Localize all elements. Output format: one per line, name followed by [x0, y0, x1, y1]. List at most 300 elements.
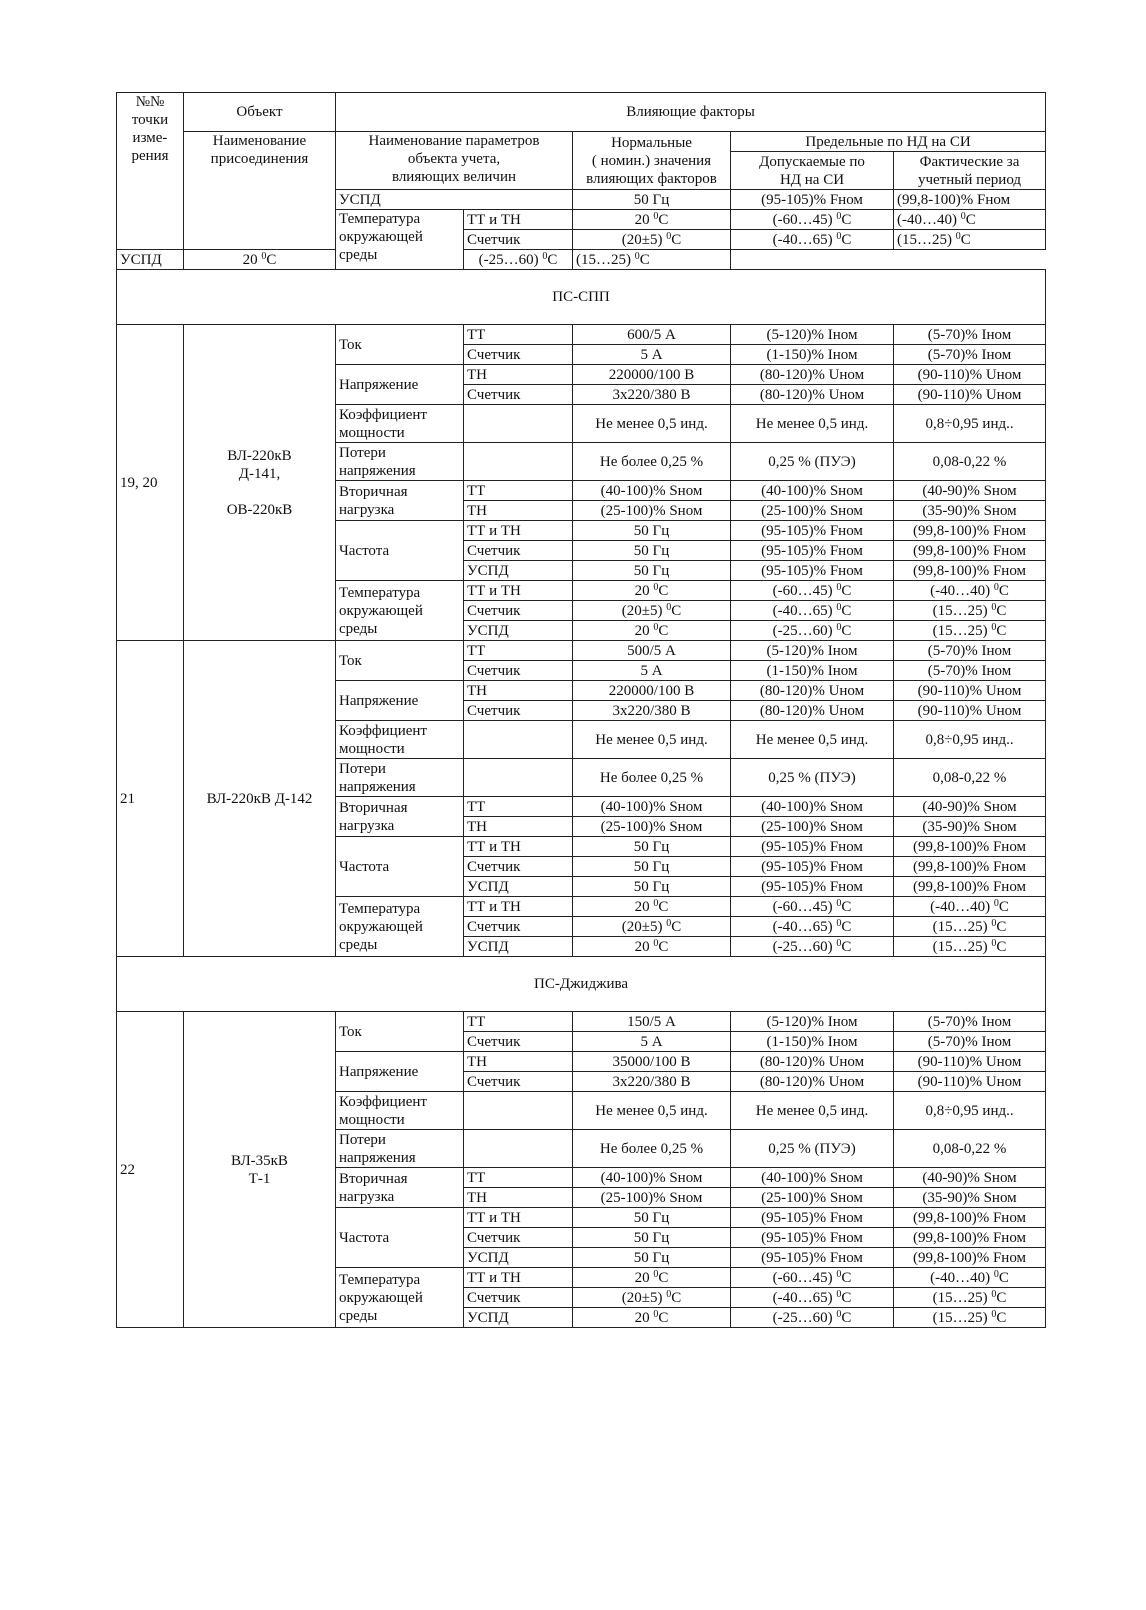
degree-sign: 0	[991, 917, 997, 929]
header-actual	[894, 152, 1046, 190]
param-cell-line: окружающей	[339, 918, 423, 935]
device-cell: ТН	[464, 501, 573, 521]
device-cell: УСПД	[464, 621, 573, 641]
degree-sign: 0	[653, 1308, 659, 1320]
actual-cell: (99,8-100)% Fном	[894, 877, 1046, 897]
param-cell	[336, 443, 464, 481]
actual-cell: (99,8-100)% Fном	[894, 541, 1046, 561]
normal-cell: (40-100)% Sном	[573, 481, 731, 501]
actual-cell: (90-110)% Uном	[894, 365, 1046, 385]
device-cell: УСПД	[336, 190, 573, 210]
normal-cell: (20±5) $^0$C	[573, 230, 731, 250]
degree-sign: 0	[666, 1288, 672, 1300]
normal-cell: Не менее 0,5 инд.	[573, 721, 731, 759]
device-cell: Счетчик	[464, 701, 573, 721]
normal-cell: 20 $^0$C	[573, 1308, 731, 1328]
header-point-number-line: изме-	[132, 130, 168, 146]
param-cell-line: Коэффициент	[339, 1093, 427, 1110]
param-cell-line: мощности	[339, 740, 405, 757]
normal-cell: Не более 0,25 %	[573, 759, 731, 797]
header-connection-name-line: присоединения	[210, 151, 309, 167]
allowed-cell: (95-105)% Fном	[731, 1208, 894, 1228]
header-row	[117, 93, 1046, 132]
actual-cell: 0,08-0,22 %	[894, 443, 1046, 481]
allowed-cell: (5-120)% Iном	[731, 641, 894, 661]
param-cell	[336, 581, 464, 641]
param-cell-line: Потери	[339, 444, 386, 461]
actual-cell: (99,8-100)% Fном	[894, 1248, 1046, 1268]
device-cell: УСПД	[464, 877, 573, 897]
normal-cell: 150/5 А	[573, 1012, 731, 1032]
actual-cell: (5-70)% Iном	[894, 325, 1046, 345]
device-cell: УСПД	[464, 1308, 573, 1328]
device-cell: Счетчик	[464, 601, 573, 621]
device-cell: Счетчик	[464, 661, 573, 681]
param-cell-line: Температура	[339, 900, 421, 917]
header-sample-row	[117, 250, 1046, 270]
actual-cell: (15…25) $^0$C	[894, 1308, 1046, 1328]
degree-sign: 0	[261, 250, 267, 262]
actual-cell: (15…25) $^0$C	[573, 250, 731, 270]
allowed-cell: (-40…65) $^0$C	[731, 917, 894, 937]
normal-cell: 20 $^0$C	[573, 621, 731, 641]
device-cell: Счетчик	[464, 345, 573, 365]
param-cell: Ток	[336, 641, 464, 681]
allowed-cell: (-40…65) $^0$C	[731, 1288, 894, 1308]
actual-cell: (40-90)% Sном	[894, 797, 1046, 817]
measurement-row	[117, 641, 1046, 661]
actual-cell: (90-110)% Uном	[894, 1052, 1046, 1072]
connection-name	[184, 325, 336, 641]
device-cell	[464, 443, 573, 481]
param-cell-line: Температура	[339, 211, 421, 227]
param-cell-line: Температура	[339, 1271, 421, 1288]
actual-cell: (90-110)% Uном	[894, 701, 1046, 721]
device-cell: ТТ	[464, 325, 573, 345]
header-param-name-line: объекта учета,	[407, 151, 501, 167]
actual-cell: (99,8-100)% Fном	[894, 521, 1046, 541]
device-cell: ТТ и ТН	[464, 1208, 573, 1228]
allowed-cell: (95-105)% Fном	[731, 561, 894, 581]
degree-sign: 0	[836, 581, 842, 593]
allowed-cell: (40-100)% Sном	[731, 1168, 894, 1188]
allowed-cell: (80-120)% Uном	[731, 701, 894, 721]
param-cell-line: нагрузка	[339, 817, 395, 834]
device-cell: ТТ	[464, 641, 573, 661]
header-normal-values-line: влияющих факторов	[586, 170, 717, 187]
device-cell: Счетчик	[464, 1288, 573, 1308]
param-cell	[336, 1130, 464, 1168]
device-cell: ТТ и ТН	[464, 210, 573, 230]
degree-sign: 0	[653, 581, 659, 593]
degree-sign: 0	[653, 1268, 659, 1280]
degree-sign: 0	[991, 1308, 997, 1320]
actual-cell: (90-110)% Uном	[894, 681, 1046, 701]
degree-sign: 0	[666, 230, 672, 242]
allowed-cell: (-25…60) $^0$C	[464, 250, 573, 270]
normal-cell: 220000/100 В	[573, 681, 731, 701]
param-cell-line: окружающей	[339, 229, 423, 245]
allowed-cell: (25-100)% Sном	[731, 501, 894, 521]
allowed-cell: (95-105)% Fном	[731, 837, 894, 857]
normal-cell: Не более 0,25 %	[573, 1130, 731, 1168]
point-number: 21	[117, 641, 184, 957]
degree-sign: 0	[634, 250, 640, 262]
allowed-cell: 0,25 % (ПУЭ)	[731, 759, 894, 797]
device-cell: Счетчик	[464, 1072, 573, 1092]
actual-cell: 0,8÷0,95 инд..	[894, 405, 1046, 443]
header-point-number-line: №№	[135, 94, 165, 110]
actual-cell: (15…25) $^0$C	[894, 917, 1046, 937]
device-cell: Счетчик	[464, 541, 573, 561]
header-point-number-line: рения	[131, 148, 169, 164]
normal-cell: (25-100)% Sном	[573, 501, 731, 521]
header-allowed	[731, 152, 894, 190]
param-cell: Напряжение	[336, 1052, 464, 1092]
param-cell-line: среды	[339, 620, 378, 637]
param-cell-line: Коэффициент	[339, 406, 427, 423]
device-cell: Счетчик	[464, 1228, 573, 1248]
header-param-name	[336, 132, 573, 190]
device-cell	[464, 1130, 573, 1168]
allowed-cell: (95-105)% Fном	[731, 190, 894, 210]
device-cell: ТН	[464, 1052, 573, 1072]
param-cell	[336, 1268, 464, 1328]
degree-sign: 0	[991, 621, 997, 633]
actual-cell: (-40…40) $^0$C	[894, 897, 1046, 917]
actual-cell: (5-70)% Iном	[894, 661, 1046, 681]
device-cell: ТТ и ТН	[464, 521, 573, 541]
param-cell-line: напряжения	[339, 1149, 416, 1166]
actual-cell: (90-110)% Uном	[894, 385, 1046, 405]
actual-cell: (99,8-100)% Fном	[894, 1208, 1046, 1228]
param-cell: Ток	[336, 1012, 464, 1052]
normal-cell: 3х220/380 В	[573, 385, 731, 405]
param-cell	[336, 721, 464, 759]
actual-cell: (99,8-100)% Fном	[894, 1228, 1046, 1248]
device-cell	[464, 405, 573, 443]
normal-cell: 5 А	[573, 661, 731, 681]
allowed-cell: (25-100)% Sном	[731, 1188, 894, 1208]
allowed-cell: (80-120)% Uном	[731, 365, 894, 385]
section-title: ПС-Джиджива	[117, 957, 1046, 1012]
param-cell-line: Вторичная	[339, 1170, 408, 1187]
allowed-cell: (95-105)% Fном	[731, 1248, 894, 1268]
param-cell	[336, 797, 464, 837]
param-cell: Напряжение	[336, 365, 464, 405]
normal-cell: 50 Гц	[573, 1208, 731, 1228]
param-cell: Ток	[336, 325, 464, 365]
normal-cell: 20 $^0$C	[573, 1268, 731, 1288]
actual-cell: (35-90)% Sном	[894, 817, 1046, 837]
degree-sign: 0	[836, 1308, 842, 1320]
connection-name-line: ВЛ-220кВ	[227, 447, 292, 464]
degree-sign: 0	[955, 230, 961, 242]
allowed-cell: (-25…60) $^0$C	[731, 1308, 894, 1328]
degree-sign: 0	[993, 897, 999, 909]
param-cell	[336, 405, 464, 443]
degree-sign: 0	[836, 1288, 842, 1300]
degree-sign: 0	[993, 1268, 999, 1280]
device-cell: Счетчик	[464, 857, 573, 877]
allowed-cell: (95-105)% Fном	[731, 1228, 894, 1248]
degree-sign: 0	[991, 601, 997, 613]
actual-cell: 0,8÷0,95 инд..	[894, 721, 1046, 759]
allowed-cell: (80-120)% Uном	[731, 681, 894, 701]
allowed-cell: (95-105)% Fном	[731, 877, 894, 897]
degree-sign: 0	[836, 897, 842, 909]
normal-cell: 500/5 А	[573, 641, 731, 661]
allowed-cell: (40-100)% Sном	[731, 481, 894, 501]
param-cell: Частота	[336, 1208, 464, 1268]
actual-cell: (40-90)% Sном	[894, 1168, 1046, 1188]
device-cell: ТТ	[464, 1012, 573, 1032]
normal-cell: Не менее 0,5 инд.	[573, 1092, 731, 1130]
header-normal-values-line: Нормальные	[611, 134, 692, 151]
degree-sign: 0	[653, 937, 659, 949]
allowed-cell: (-25…60) $^0$C	[731, 621, 894, 641]
degree-sign: 0	[836, 210, 842, 222]
param-cell: Частота	[336, 837, 464, 897]
header-point-number	[117, 93, 184, 250]
degree-sign: 0	[542, 250, 548, 262]
actual-cell: (15…25) $^0$C	[894, 230, 1046, 250]
param-cell	[336, 759, 464, 797]
param-cell-line: Потери	[339, 760, 386, 777]
allowed-cell: Не менее 0,5 инд.	[731, 1092, 894, 1130]
device-cell: УСПД	[464, 937, 573, 957]
normal-cell: 20 $^0$C	[184, 250, 336, 270]
param-cell: Частота	[336, 521, 464, 581]
normal-cell: (20±5) $^0$C	[573, 917, 731, 937]
header-actual-line: Фактические за	[919, 153, 1020, 170]
normal-cell: 3х220/380 В	[573, 701, 731, 721]
actual-cell: (99,8-100)% Fном	[894, 561, 1046, 581]
allowed-cell: (5-120)% Iном	[731, 325, 894, 345]
allowed-cell: (-40…65) $^0$C	[731, 601, 894, 621]
normal-cell: 20 $^0$C	[573, 210, 731, 230]
device-cell: Счетчик	[464, 1032, 573, 1052]
degree-sign: 0	[836, 601, 842, 613]
actual-cell: 0,08-0,22 %	[894, 1130, 1046, 1168]
normal-cell: 50 Гц	[573, 190, 731, 210]
param-cell-line: среды	[339, 936, 378, 953]
header-connection-name	[184, 132, 336, 250]
device-cell: ТТ	[464, 481, 573, 501]
actual-cell: (15…25) $^0$C	[894, 621, 1046, 641]
allowed-cell: (40-100)% Sном	[731, 797, 894, 817]
normal-cell: 50 Гц	[573, 877, 731, 897]
allowed-cell: (1-150)% Iном	[731, 1032, 894, 1052]
normal-cell: 35000/100 В	[573, 1052, 731, 1072]
allowed-cell: Не менее 0,5 инд.	[731, 405, 894, 443]
actual-cell: (5-70)% Iном	[894, 641, 1046, 661]
header-actual-line: учетный период	[917, 171, 1022, 188]
param-cell-line: окружающей	[339, 602, 423, 619]
param-cell	[336, 1092, 464, 1130]
param-cell	[336, 1168, 464, 1208]
allowed-cell: (1-150)% Iном	[731, 661, 894, 681]
normal-cell: 50 Гц	[573, 1248, 731, 1268]
param-cell-line: нагрузка	[339, 1188, 395, 1205]
device-cell: ТТ	[464, 797, 573, 817]
influencing-factors-table	[116, 92, 1046, 1328]
param-cell-line: нагрузка	[339, 501, 395, 518]
header-allowed-line: Допускаемые по	[759, 153, 865, 170]
param-cell-line: Потери	[339, 1131, 386, 1148]
header-point-number-line: точки	[131, 112, 169, 128]
device-cell: ТТ и ТН	[464, 1268, 573, 1288]
allowed-cell: (-60…45) $^0$C	[731, 897, 894, 917]
connection-name	[184, 1012, 336, 1328]
device-cell	[464, 1092, 573, 1130]
normal-cell: 5 А	[573, 345, 731, 365]
allowed-cell: (95-105)% Fном	[731, 857, 894, 877]
section-row	[117, 270, 1046, 325]
normal-cell: 20 $^0$C	[573, 581, 731, 601]
actual-cell: 0,08-0,22 %	[894, 759, 1046, 797]
connection-name-line: Д-141,	[238, 465, 281, 482]
device-cell: ТТ и ТН	[464, 837, 573, 857]
allowed-cell: (-40…65) $^0$C	[731, 230, 894, 250]
device-cell: УСПД	[117, 250, 184, 270]
normal-cell: 20 $^0$C	[573, 897, 731, 917]
actual-cell: (5-70)% Iном	[894, 1012, 1046, 1032]
allowed-cell: 0,25 % (ПУЭ)	[731, 443, 894, 481]
header-normal-values-line: ( номин.) значения	[591, 152, 712, 169]
actual-cell: (99,8-100)% Fном	[894, 190, 1046, 210]
param-cell-line: мощности	[339, 1111, 405, 1128]
normal-cell: 50 Гц	[573, 521, 731, 541]
device-cell: ТН	[464, 1188, 573, 1208]
param-cell	[336, 481, 464, 521]
actual-cell: (99,8-100)% Fном	[894, 837, 1046, 857]
header-row	[117, 132, 1046, 152]
normal-cell: (40-100)% Sном	[573, 797, 731, 817]
connection-name-line: ОВ-220кВ	[226, 501, 293, 518]
actual-cell: (35-90)% Sном	[894, 1188, 1046, 1208]
degree-sign: 0	[960, 210, 966, 222]
allowed-cell: (80-120)% Uном	[731, 1072, 894, 1092]
normal-cell: 50 Гц	[573, 561, 731, 581]
device-cell: ТН	[464, 365, 573, 385]
degree-sign: 0	[666, 601, 672, 613]
degree-sign: 0	[653, 897, 659, 909]
degree-sign: 0	[993, 581, 999, 593]
allowed-cell: (25-100)% Sном	[731, 817, 894, 837]
header-limit: Предельные по НД на СИ	[731, 132, 1046, 152]
actual-cell: (99,8-100)% Fном	[894, 857, 1046, 877]
normal-cell: Не менее 0,5 инд.	[573, 405, 731, 443]
section-title: ПС-СПП	[117, 270, 1046, 325]
connection-name-line: Т-1	[248, 1170, 271, 1187]
param-cell-line: мощности	[339, 424, 405, 441]
degree-sign: 0	[836, 1268, 842, 1280]
device-cell: ТТ и ТН	[464, 581, 573, 601]
device-cell	[464, 721, 573, 759]
normal-cell: 50 Гц	[573, 1228, 731, 1248]
actual-cell: (40-90)% Sном	[894, 481, 1046, 501]
device-cell	[464, 759, 573, 797]
normal-cell: (25-100)% Sном	[573, 1188, 731, 1208]
actual-cell: (15…25) $^0$C	[894, 937, 1046, 957]
actual-cell: (90-110)% Uном	[894, 1072, 1046, 1092]
actual-cell: (15…25) $^0$C	[894, 1288, 1046, 1308]
allowed-cell: (-60…45) $^0$C	[731, 581, 894, 601]
param-cell-line: Вторичная	[339, 483, 408, 500]
allowed-cell: (-60…45) $^0$C	[731, 210, 894, 230]
device-cell: Счетчик	[464, 230, 573, 250]
degree-sign: 0	[653, 210, 659, 222]
param-cell-line: среды	[339, 247, 378, 263]
actual-cell: (15…25) $^0$C	[894, 601, 1046, 621]
device-cell: Счетчик	[464, 385, 573, 405]
param-cell	[336, 897, 464, 957]
allowed-cell: (95-105)% Fном	[731, 541, 894, 561]
allowed-cell: (-25…60) $^0$C	[731, 937, 894, 957]
actual-cell: (-40…40) $^0$C	[894, 1268, 1046, 1288]
degree-sign: 0	[991, 937, 997, 949]
normal-cell: 5 А	[573, 1032, 731, 1052]
connection-name-line: ВЛ-35кВ	[231, 1152, 288, 1169]
normal-cell: 50 Гц	[573, 837, 731, 857]
header-param-name-line: влияющих величин	[391, 169, 517, 185]
header-param-name-line: Наименование параметров	[368, 133, 540, 149]
degree-sign: 0	[666, 917, 672, 929]
param-cell-line: Вторичная	[339, 799, 408, 816]
actual-cell: (5-70)% Iном	[894, 345, 1046, 365]
degree-sign: 0	[836, 937, 842, 949]
normal-cell: (25-100)% Sном	[573, 817, 731, 837]
normal-cell: 600/5 А	[573, 325, 731, 345]
normal-cell: 20 $^0$C	[573, 937, 731, 957]
param-cell-line: Температура	[339, 584, 421, 601]
header-normal-values	[573, 132, 731, 190]
allowed-cell: (80-120)% Uном	[731, 1052, 894, 1072]
device-cell: ТН	[464, 817, 573, 837]
actual-cell: 0,8÷0,95 инд..	[894, 1092, 1046, 1130]
param-cell-line: среды	[339, 1307, 378, 1324]
header-connection-name-line: Наименование	[212, 133, 307, 149]
allowed-cell: (5-120)% Iном	[731, 1012, 894, 1032]
allowed-cell: Не менее 0,5 инд.	[731, 721, 894, 759]
point-number: 19, 20	[117, 325, 184, 641]
normal-cell: (20±5) $^0$C	[573, 1288, 731, 1308]
param-cell-line: напряжения	[339, 462, 416, 479]
param-cell-line: Коэффициент	[339, 722, 427, 739]
allowed-cell: (-60…45) $^0$C	[731, 1268, 894, 1288]
degree-sign: 0	[836, 917, 842, 929]
device-cell: ТТ и ТН	[464, 897, 573, 917]
allowed-cell: (95-105)% Fном	[731, 521, 894, 541]
device-cell: Счетчик	[464, 917, 573, 937]
device-cell: УСПД	[464, 1248, 573, 1268]
param-cell	[336, 210, 464, 270]
actual-cell: (-40…40) $^0$C	[894, 210, 1046, 230]
normal-cell: (40-100)% Sном	[573, 1168, 731, 1188]
device-cell: УСПД	[464, 561, 573, 581]
connection-name-line: ВЛ-220кВ Д-142	[206, 790, 313, 807]
param-cell: Напряжение	[336, 681, 464, 721]
header-object: Объект	[184, 93, 336, 132]
actual-cell: (5-70)% Iном	[894, 1032, 1046, 1052]
normal-cell: 50 Гц	[573, 857, 731, 877]
header-influencing-factors: Влияющие факторы	[336, 93, 1046, 132]
measurement-row	[117, 1012, 1046, 1032]
normal-cell: 220000/100 В	[573, 365, 731, 385]
connection-name	[184, 641, 336, 957]
device-cell: ТН	[464, 681, 573, 701]
